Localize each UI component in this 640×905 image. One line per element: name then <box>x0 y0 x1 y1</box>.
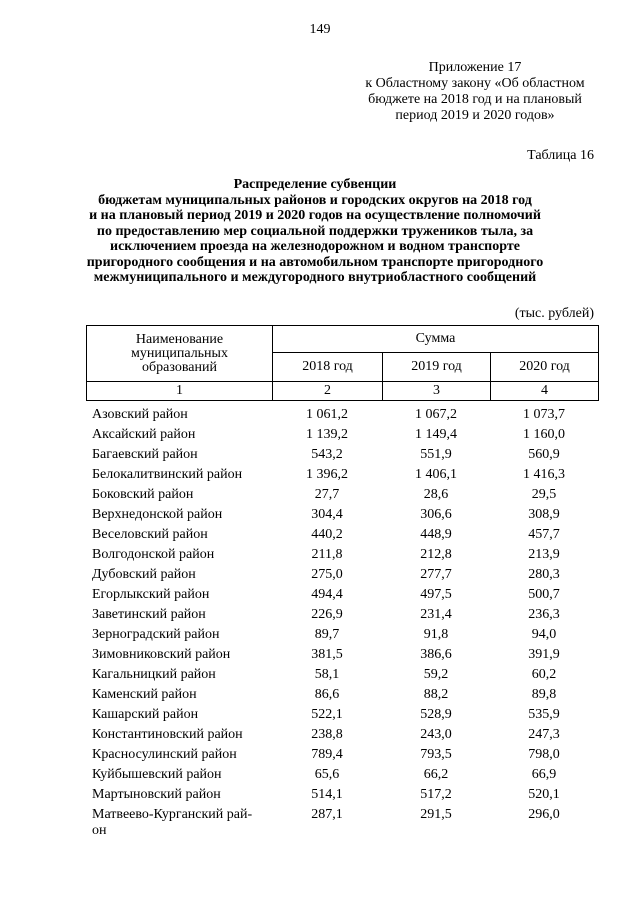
district-name: Куйбышевский район <box>92 767 222 782</box>
value-2019: 386,6 <box>420 647 452 662</box>
table-row <box>86 585 598 605</box>
district-name: Дубовский район <box>92 567 196 582</box>
title-line: исключением проезда на железнодорожном и водном транспорте <box>110 239 520 254</box>
value-2019: 528,9 <box>420 707 452 722</box>
column-number: 3 <box>383 382 491 401</box>
title-line: бюджетам муниципальных районов и городских округов на 2018 год <box>98 192 532 208</box>
header-sum: Сумма <box>273 326 599 353</box>
value-2020: 296,0 <box>528 807 560 822</box>
district-name: Азовский район <box>92 407 188 422</box>
value-2018: 211,8 <box>311 547 343 562</box>
value-2019: 28,6 <box>423 487 449 502</box>
header-year-2020: 2020 год <box>491 353 599 382</box>
value-2018: 1 396,2 <box>306 467 348 482</box>
units-label: (тыс. рублей) <box>514 306 594 321</box>
value-2018: 58,1 <box>314 667 340 682</box>
value-2019: 59,2 <box>423 667 449 682</box>
value-2018: 89,7 <box>314 627 340 642</box>
header-year-2019: 2019 год <box>383 353 491 382</box>
column-number: 1 <box>87 382 273 401</box>
value-2018: 543,2 <box>311 447 343 462</box>
value-2018: 381,5 <box>311 647 343 662</box>
district-name: Зерноградский район <box>92 627 220 642</box>
district-name: Кашарский район <box>92 707 199 722</box>
value-2018: 226,9 <box>311 607 343 622</box>
value-2020: 89,8 <box>531 687 557 702</box>
district-name: Красносулинский район <box>92 747 237 762</box>
table-row <box>86 765 598 785</box>
district-name: Кагальницкий район <box>92 667 216 682</box>
district-name: Веселовский район <box>92 527 208 542</box>
district-name: Егорлыкский район <box>92 587 210 602</box>
district-name: Белокалитвинский район <box>92 467 243 482</box>
column-number: 4 <box>491 382 599 401</box>
appendix-line: период 2019 и 2020 годов» <box>395 108 555 123</box>
district-name: Каменский район <box>92 687 197 702</box>
value-2018: 440,2 <box>311 527 343 542</box>
value-2019: 551,9 <box>420 447 452 462</box>
value-2018: 789,4 <box>311 747 343 762</box>
value-2019: 231,4 <box>420 607 452 622</box>
district-name: Волгодонской район <box>92 547 215 562</box>
header-name-line: образований <box>142 359 217 375</box>
district-name: Зимовниковский район <box>92 647 231 662</box>
table-row <box>86 545 598 565</box>
page-number: 149 <box>309 22 331 37</box>
value-2020: 29,5 <box>531 487 557 502</box>
value-2019: 448,9 <box>420 527 452 542</box>
value-2019: 793,5 <box>420 747 452 762</box>
value-2018: 494,4 <box>311 587 343 602</box>
table-row <box>86 685 598 705</box>
district-name: Аксайский район <box>92 427 196 442</box>
district-name: Константиновский район <box>92 727 243 742</box>
table-row <box>86 665 598 685</box>
value-2020: 213,9 <box>528 547 560 562</box>
appendix-note <box>340 60 610 124</box>
district-name: Багаевский район <box>92 447 198 462</box>
value-2020: 520,1 <box>528 787 560 802</box>
table-label: Таблица 16 <box>527 148 594 163</box>
value-2019: 1 149,4 <box>415 427 457 442</box>
table-row <box>86 425 598 445</box>
title-line: межмуниципального и междугородного внутриобластного сообщений <box>93 270 537 285</box>
table-row <box>86 525 598 545</box>
value-2020: 457,7 <box>528 527 560 542</box>
document-title <box>60 177 570 286</box>
table-row <box>86 465 598 485</box>
table-row <box>86 605 598 625</box>
value-2020: 1 416,3 <box>523 467 565 482</box>
title-line: пригородного сообщения и на автомобильном транспорте пригородного <box>86 254 544 270</box>
value-2018: 1 061,2 <box>306 407 348 422</box>
table-row <box>86 485 598 505</box>
value-2020: 308,9 <box>528 507 560 522</box>
value-2018: 522,1 <box>311 707 343 722</box>
table-row <box>86 805 598 841</box>
table-body <box>86 405 598 841</box>
value-2019: 1 406,1 <box>415 467 457 482</box>
district-name: Матвеево-Курганский рай- он <box>92 807 253 838</box>
table-row <box>86 405 598 425</box>
value-2019: 66,2 <box>423 767 449 782</box>
value-2019: 517,2 <box>420 787 452 802</box>
table-row <box>86 785 598 805</box>
appendix-line: бюджете на 2018 год и на плановый <box>368 92 582 107</box>
value-2019: 497,5 <box>420 587 452 602</box>
header-name-column <box>87 326 273 382</box>
value-2020: 236,3 <box>528 607 560 622</box>
table-row <box>86 445 598 465</box>
value-2019: 91,8 <box>423 627 449 642</box>
value-2019: 277,7 <box>420 567 452 582</box>
value-2020: 535,9 <box>528 707 560 722</box>
value-2018: 86,6 <box>314 687 340 702</box>
appendix-line: Приложение 17 <box>428 60 522 75</box>
table-row <box>86 705 598 725</box>
value-2020: 798,0 <box>528 747 560 762</box>
district-name: Заветинский район <box>92 607 206 622</box>
value-2018: 287,1 <box>311 807 343 822</box>
table-row <box>86 505 598 525</box>
value-2018: 65,6 <box>314 767 340 782</box>
value-2019: 306,6 <box>420 507 452 522</box>
table-row <box>86 625 598 645</box>
value-2018: 1 139,2 <box>306 427 348 442</box>
appendix-line: к Областному закону «Об областном <box>365 76 585 91</box>
table-row <box>86 645 598 665</box>
header-year-2018: 2018 год <box>273 353 383 382</box>
value-2018: 514,1 <box>311 787 343 802</box>
table-row <box>86 565 598 585</box>
value-2020: 500,7 <box>528 587 560 602</box>
value-2019: 1 067,2 <box>415 407 457 422</box>
table-header <box>86 325 599 401</box>
value-2018: 275,0 <box>311 567 343 582</box>
value-2020: 66,9 <box>531 767 557 782</box>
district-name: Верхнедонской район <box>92 507 223 522</box>
title-line: Распределение субвенции <box>233 177 397 192</box>
value-2020: 94,0 <box>531 627 557 642</box>
value-2020: 1 073,7 <box>523 407 565 422</box>
value-2018: 304,4 <box>311 507 343 522</box>
value-2020: 560,9 <box>528 447 560 462</box>
value-2019: 212,8 <box>420 547 452 562</box>
value-2019: 243,0 <box>420 727 452 742</box>
column-number: 2 <box>273 382 383 401</box>
district-name: Мартыновский район <box>92 787 221 802</box>
district-name: Боковский район <box>92 487 194 502</box>
value-2020: 1 160,0 <box>523 427 565 442</box>
value-2019: 291,5 <box>420 807 452 822</box>
header-name-line: Наименование <box>135 331 224 347</box>
value-2020: 280,3 <box>528 567 560 582</box>
table-row <box>86 725 598 745</box>
table-row <box>86 745 598 765</box>
value-2019: 88,2 <box>423 687 449 702</box>
header-name-line: муниципальных <box>131 345 228 361</box>
value-2020: 391,9 <box>528 647 560 662</box>
value-2020: 247,3 <box>528 727 560 742</box>
value-2018: 27,7 <box>314 487 340 502</box>
title-line: по предоставлению мер социальной поддержки тружеников тыла, за <box>96 223 534 239</box>
value-2018: 238,8 <box>311 727 343 742</box>
title-line: и на плановый период 2019 и 2020 годов на осуществление полномочий <box>89 208 541 223</box>
value-2020: 60,2 <box>531 667 557 682</box>
